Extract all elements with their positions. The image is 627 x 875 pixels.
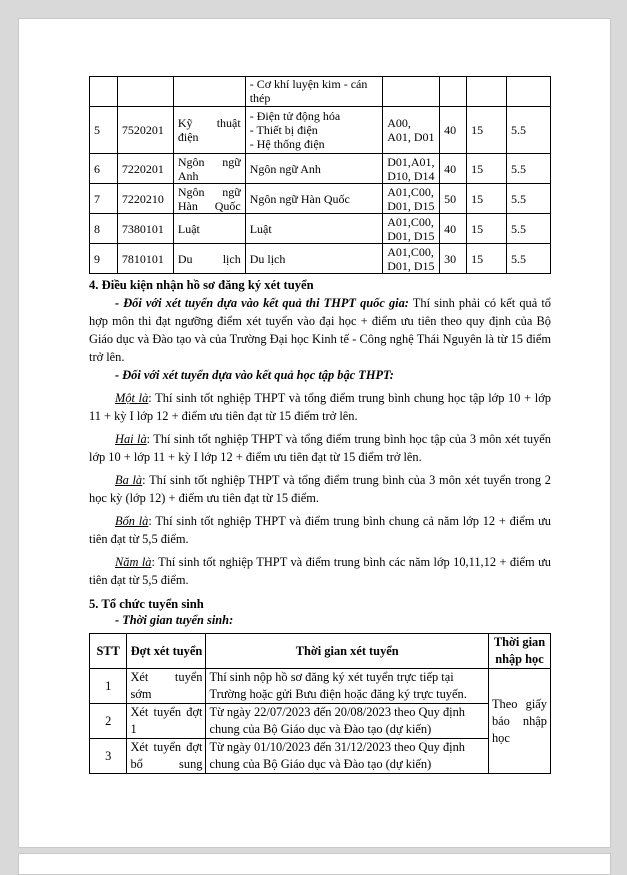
specialization-line: Ngôn ngữ Hàn Quốc	[249, 191, 350, 206]
major-specialization	[245, 244, 382, 274]
major-row	[90, 244, 551, 274]
major-stt: 8	[90, 214, 118, 244]
major-quota: 40	[440, 107, 467, 154]
major-stt: 5	[90, 107, 118, 154]
major-row	[90, 107, 551, 154]
option-text: : Thí sinh tốt nghiệp THPT và điểm trung bình các năm lớp 10,11,12 + điểm ưu tiên đạt từ 5,5 điểm.	[89, 555, 551, 587]
major-code: 7810101	[117, 244, 173, 274]
majors-table	[89, 76, 551, 274]
major-specialization	[245, 77, 382, 107]
major-combos	[383, 77, 440, 107]
hocba-option	[89, 389, 551, 425]
section5-heading: 5. Tổ chức tuyển sinh	[89, 597, 204, 611]
major-threshold-record: 5.5	[507, 214, 551, 244]
document-page	[18, 18, 611, 848]
major-combos: A01,C00, D01, D15	[383, 244, 440, 274]
major-quota	[440, 77, 467, 107]
major-stt: 7	[90, 184, 118, 214]
major-quota: 40	[440, 214, 467, 244]
major-threshold-exam: 15	[467, 214, 507, 244]
schedule-stt: 2	[90, 704, 127, 739]
header-enroll: Thời gian nhập học	[488, 634, 550, 669]
major-name: Kỹ thuật điện	[173, 107, 245, 154]
major-code: 7220201	[117, 154, 173, 184]
major-quota: 30	[440, 244, 467, 274]
next-page-edge	[18, 853, 611, 875]
major-row	[90, 154, 551, 184]
option-label: Ba là	[115, 473, 143, 487]
schedule-row	[90, 704, 551, 739]
major-specialization	[245, 107, 382, 154]
major-stt: 6	[90, 154, 118, 184]
major-threshold-record: 5.5	[507, 107, 551, 154]
major-threshold-record	[507, 77, 551, 107]
option-label: Năm là	[115, 555, 152, 569]
major-code: 7220210	[117, 184, 173, 214]
major-specialization	[245, 154, 382, 184]
major-row	[90, 184, 551, 214]
header-time: Thời gian xét tuyển	[206, 634, 488, 669]
major-quota: 50	[440, 184, 467, 214]
major-threshold-exam: 15	[467, 184, 507, 214]
hocba-option	[89, 430, 551, 466]
option-text: : Thí sinh tốt nghiệp THPT và điểm trung bình chung cả năm lớp 12 + điểm ưu tiên đạt từ 5,5 điểm.	[89, 514, 552, 546]
major-name: Ngôn ngữ Hàn Quốc	[173, 184, 245, 214]
option-text: : Thí sinh tốt nghiệp THPT và tổng điểm trung bình học tập của 3 môn xét tuyển lớp 10 + lớp 11 + kỳ I lớp 12 + điểm ưu tiên đạt từ 15 điểm trở lên.	[89, 432, 551, 464]
specialization-line: - Điện tử động hóa	[249, 109, 341, 123]
major-threshold-exam: 15	[467, 244, 507, 274]
major-combos: D01,A01, D10, D14	[383, 154, 440, 184]
major-threshold-exam: 15	[467, 107, 507, 154]
major-name: Luật	[173, 214, 245, 244]
major-specialization	[245, 184, 382, 214]
specialization-line: - Cơ khí luyện kim - cán thép	[249, 77, 368, 105]
major-code	[117, 77, 173, 107]
hocba-options	[89, 389, 551, 589]
schedule-round: Xét tuyển sớm	[127, 669, 206, 704]
hocba-option	[89, 553, 551, 589]
major-stt	[90, 77, 118, 107]
major-name	[173, 77, 245, 107]
specialization-line: Luật	[249, 221, 272, 236]
major-combos: A01,C00, D01, D15	[383, 184, 440, 214]
schedule-stt: 3	[90, 739, 127, 774]
major-name: Ngôn ngữ Anh	[173, 154, 245, 184]
major-stt: 9	[90, 244, 118, 274]
option-label: Một là	[115, 391, 149, 405]
hocba-lead: - Đối với xét tuyển dựa vào kết quả học tập bậc THPT:	[115, 368, 394, 382]
schedule-row	[90, 669, 551, 704]
hocba-option	[89, 512, 551, 548]
section4-heading: 4. Điều kiện nhận hồ sơ đăng ký xét tuyển	[89, 278, 314, 292]
specialization-line: Ngôn ngữ Anh	[249, 161, 321, 176]
schedule-round: Xét tuyển đợt 1	[127, 704, 206, 739]
header-round: Đợt xét tuyển	[127, 634, 206, 669]
option-label: Bốn là	[115, 514, 149, 528]
page-content	[89, 76, 551, 774]
header-stt: STT	[90, 634, 127, 669]
major-threshold-exam: 15	[467, 154, 507, 184]
thpt-lead: - Đối với xét tuyển dựa vào kết quả thi THPT quốc gia:	[115, 296, 409, 310]
major-quota: 40	[440, 154, 467, 184]
schedule-round: Xét tuyển đợt bổ sung	[127, 739, 206, 774]
specialization-line: - Thiết bị điện	[249, 123, 318, 137]
major-threshold-record: 5.5	[507, 244, 551, 274]
major-combos: A01,C00, D01, D15	[383, 214, 440, 244]
major-threshold-exam	[467, 77, 507, 107]
schedule-time: Thí sinh nộp hồ sơ đăng ký xét tuyển trực tiếp tại Trường hoặc gửi Bưu điện hoặc đăng ký trực tuyến.	[206, 669, 488, 704]
major-name: Du lịch	[173, 244, 245, 274]
hocba-option	[89, 471, 551, 507]
major-combos: A00, A01, D01	[383, 107, 440, 154]
schedule-table	[89, 633, 551, 774]
major-specialization	[245, 214, 382, 244]
option-text: : Thí sinh tốt nghiệp THPT và tổng điểm trung bình của 3 môn xét tuyển trong 2 học kỳ (lớp 12) + điểm ưu tiên đạt từ 15 điểm.	[89, 473, 551, 505]
schedule-enroll-note: Theo giấy báo nhập học	[488, 669, 550, 774]
specialization-line: - Hệ thống điện	[249, 137, 325, 151]
schedule-stt: 1	[90, 669, 127, 704]
major-row	[90, 214, 551, 244]
specialization-line: Du lịch	[249, 251, 286, 266]
major-row	[90, 77, 551, 107]
option-text: : Thí sinh tốt nghiệp THPT và tổng điểm trung bình chung học tập lớp 10 + lớp 11 + kỳ I lớp 12 + điểm ưu tiên đạt từ 15 điểm trở lên.	[89, 391, 551, 423]
schedule-header-row	[90, 634, 551, 669]
schedule-row	[90, 739, 551, 774]
thpt-criteria	[89, 294, 551, 366]
major-code: 7520201	[117, 107, 173, 154]
schedule-time: Từ ngày 01/10/2023 đến 31/12/2023 theo Quy định chung của Bộ Giáo dục và Đào tạo (dự kiến)	[206, 739, 488, 774]
major-code: 7380101	[117, 214, 173, 244]
option-label: Hai là	[115, 432, 147, 446]
major-threshold-record: 5.5	[507, 184, 551, 214]
thpt-text: Thí sinh phải có kết quả tổ hợp môn thi đạt ngưỡng điểm xét tuyển vào đại học + điểm ưu tiên theo quy định của Bộ Giáo dục và Đào tạo và của Trường Đại học Kinh tế - Công nghệ Thái Nguyên là từ 15 điểm trở lên.	[89, 296, 551, 364]
major-threshold-record: 5.5	[507, 154, 551, 184]
section5-sub: - Thời gian tuyển sinh:	[115, 613, 234, 627]
schedule-time: Từ ngày 22/07/2023 đến 20/08/2023 theo Quy định chung của Bộ Giáo dục và Đào tạo (dự kiến)	[206, 704, 488, 739]
